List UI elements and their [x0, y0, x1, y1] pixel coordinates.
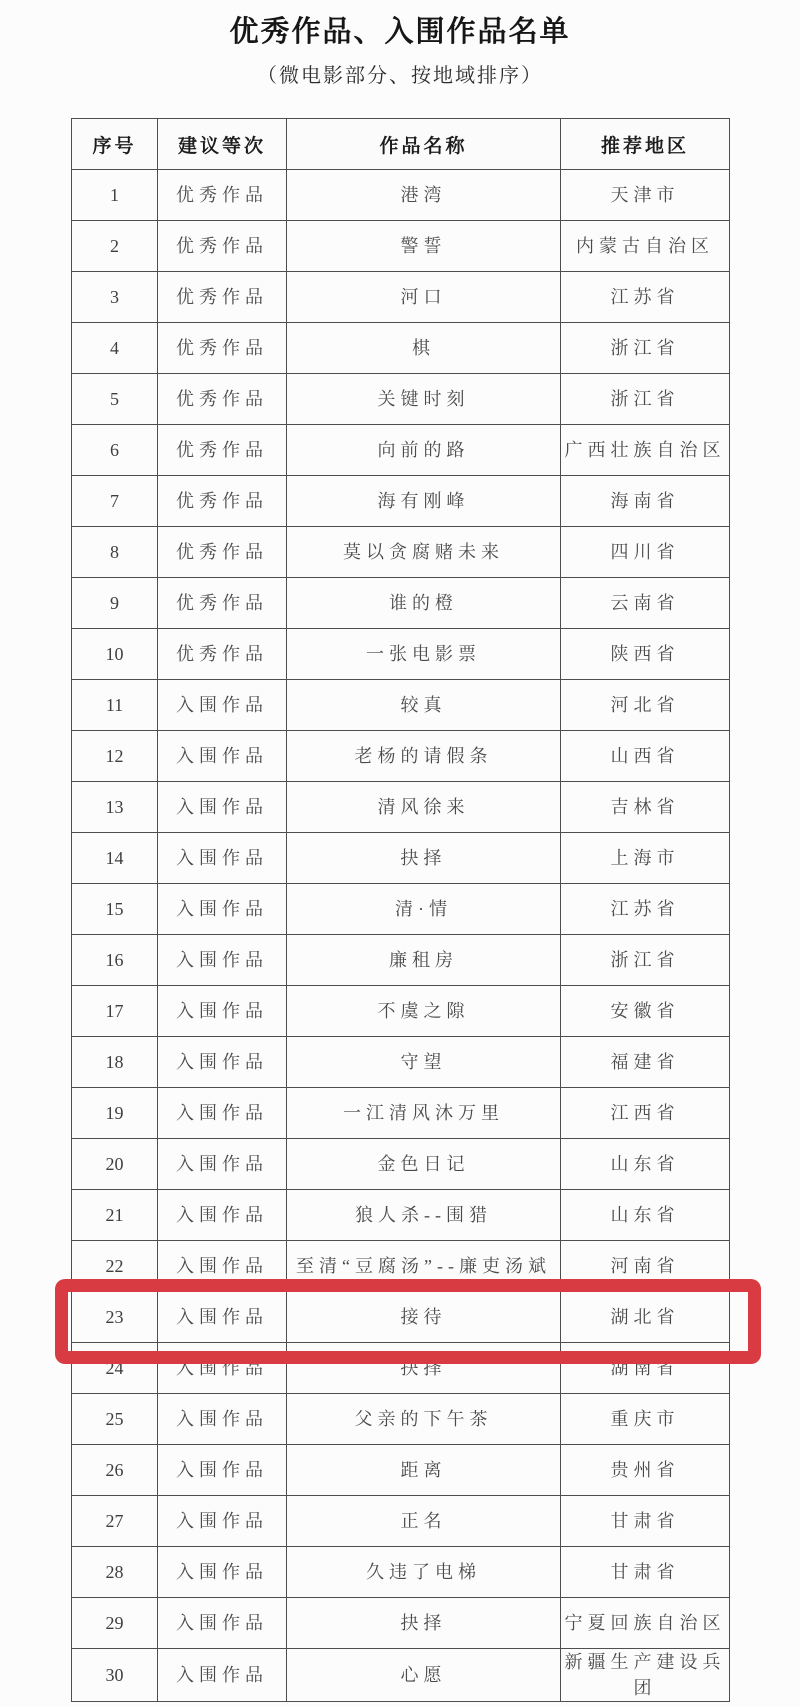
cell-grade: 优秀作品 [158, 527, 287, 578]
cell-grade: 优秀作品 [158, 476, 287, 527]
cell-serial-number: 29 [72, 1598, 158, 1649]
table-row [72, 272, 730, 323]
cell-work-title: 不虞之隙 [287, 986, 561, 1037]
cell-work-title: 河口 [287, 272, 561, 323]
cell-work-title: 金色日记 [287, 1139, 561, 1190]
cell-region: 甘肃省 [561, 1496, 730, 1547]
cell-work-title: 抉择 [287, 1343, 561, 1394]
cell-grade: 入围作品 [158, 1241, 287, 1292]
table-row [72, 1649, 730, 1702]
cell-grade: 入围作品 [158, 731, 287, 782]
table-row [72, 1547, 730, 1598]
table-row [72, 884, 730, 935]
cell-region: 内蒙古自治区 [561, 221, 730, 272]
cell-grade: 优秀作品 [158, 374, 287, 425]
table-row [72, 1037, 730, 1088]
cell-region: 湖南省 [561, 1343, 730, 1394]
cell-work-title: 抉择 [287, 1598, 561, 1649]
cell-grade: 入围作品 [158, 1547, 287, 1598]
table-row [72, 1241, 730, 1292]
cell-serial-number: 23 [72, 1292, 158, 1343]
cell-serial-number: 2 [72, 221, 158, 272]
column-header-title: 作品名称 [287, 119, 561, 170]
cell-work-title: 抉择 [287, 833, 561, 884]
cell-grade: 入围作品 [158, 833, 287, 884]
cell-region: 山东省 [561, 1139, 730, 1190]
works-table [71, 118, 730, 1702]
cell-region: 湖北省 [561, 1292, 730, 1343]
cell-work-title: 距离 [287, 1445, 561, 1496]
cell-work-title: 狼人杀--围猎 [287, 1190, 561, 1241]
cell-work-title: 久违了电梯 [287, 1547, 561, 1598]
cell-grade: 优秀作品 [158, 323, 287, 374]
cell-region: 甘肃省 [561, 1547, 730, 1598]
cell-grade: 优秀作品 [158, 272, 287, 323]
cell-region: 江苏省 [561, 272, 730, 323]
cell-grade: 入围作品 [158, 1445, 287, 1496]
cell-region: 吉林省 [561, 782, 730, 833]
cell-work-title: 廉租房 [287, 935, 561, 986]
table-row [72, 476, 730, 527]
cell-region: 山西省 [561, 731, 730, 782]
table-row [72, 221, 730, 272]
cell-serial-number: 20 [72, 1139, 158, 1190]
cell-work-title: 较真 [287, 680, 561, 731]
cell-region: 贵州省 [561, 1445, 730, 1496]
cell-work-title: 谁的橙 [287, 578, 561, 629]
cell-work-title: 一江清风沐万里 [287, 1088, 561, 1139]
cell-grade: 入围作品 [158, 1139, 287, 1190]
cell-grade: 入围作品 [158, 1496, 287, 1547]
table-row [72, 986, 730, 1037]
cell-serial-number: 3 [72, 272, 158, 323]
table-row [72, 578, 730, 629]
cell-work-title: 海有刚峰 [287, 476, 561, 527]
table-row [72, 170, 730, 221]
cell-region: 江西省 [561, 1088, 730, 1139]
column-header-no: 序号 [72, 119, 158, 170]
table-row [72, 1496, 730, 1547]
cell-region: 天津市 [561, 170, 730, 221]
cell-region: 重庆市 [561, 1394, 730, 1445]
cell-grade: 入围作品 [158, 986, 287, 1037]
cell-grade: 入围作品 [158, 1190, 287, 1241]
table-row [72, 527, 730, 578]
cell-serial-number: 9 [72, 578, 158, 629]
cell-serial-number: 1 [72, 170, 158, 221]
table-row [72, 731, 730, 782]
table-row [72, 1139, 730, 1190]
cell-region: 福建省 [561, 1037, 730, 1088]
table-row [72, 1598, 730, 1649]
cell-serial-number: 17 [72, 986, 158, 1037]
cell-serial-number: 21 [72, 1190, 158, 1241]
page-title: 优秀作品、入围作品名单 [229, 16, 571, 48]
cell-grade: 优秀作品 [158, 170, 287, 221]
cell-grade: 入围作品 [158, 680, 287, 731]
column-header-region: 推荐地区 [561, 119, 730, 170]
cell-region: 新疆生产建设兵团 [561, 1649, 730, 1702]
cell-work-title: 正名 [287, 1496, 561, 1547]
cell-region: 宁夏回族自治区 [561, 1598, 730, 1649]
cell-serial-number: 13 [72, 782, 158, 833]
cell-work-title: 至清“豆腐汤”--廉吏汤斌 [287, 1241, 561, 1292]
cell-grade: 入围作品 [158, 1394, 287, 1445]
table-row [72, 680, 730, 731]
cell-grade: 入围作品 [158, 1343, 287, 1394]
cell-grade: 入围作品 [158, 884, 287, 935]
table-row [72, 833, 730, 884]
page-subtitle: （微电影部分、按地域排序） [257, 65, 543, 87]
cell-work-title: 接待 [287, 1292, 561, 1343]
cell-region: 江苏省 [561, 884, 730, 935]
cell-grade: 入围作品 [158, 782, 287, 833]
table-row [72, 629, 730, 680]
table-row [72, 1445, 730, 1496]
cell-region: 河北省 [561, 680, 730, 731]
table-row [72, 425, 730, 476]
header-row [72, 119, 730, 170]
cell-work-title: 莫以贪腐赌未来 [287, 527, 561, 578]
cell-grade: 优秀作品 [158, 425, 287, 476]
cell-region: 河南省 [561, 1241, 730, 1292]
cell-region: 浙江省 [561, 323, 730, 374]
cell-work-title: 警誓 [287, 221, 561, 272]
cell-work-title: 老杨的请假条 [287, 731, 561, 782]
table-row [72, 323, 730, 374]
cell-serial-number: 6 [72, 425, 158, 476]
cell-grade: 优秀作品 [158, 629, 287, 680]
cell-serial-number: 15 [72, 884, 158, 935]
table-row [72, 935, 730, 986]
table-row [72, 1394, 730, 1445]
cell-serial-number: 7 [72, 476, 158, 527]
cell-serial-number: 12 [72, 731, 158, 782]
cell-work-title: 心愿 [287, 1649, 561, 1702]
cell-serial-number: 8 [72, 527, 158, 578]
cell-serial-number: 18 [72, 1037, 158, 1088]
cell-grade: 入围作品 [158, 1598, 287, 1649]
table-container [71, 118, 729, 1702]
cell-region: 广西壮族自治区 [561, 425, 730, 476]
cell-work-title: 关键时刻 [287, 374, 561, 425]
cell-grade: 优秀作品 [158, 221, 287, 272]
cell-serial-number: 25 [72, 1394, 158, 1445]
table-row [72, 1292, 730, 1343]
cell-work-title: 一张电影票 [287, 629, 561, 680]
cell-grade: 入围作品 [158, 1037, 287, 1088]
cell-serial-number: 14 [72, 833, 158, 884]
cell-serial-number: 19 [72, 1088, 158, 1139]
cell-grade: 入围作品 [158, 1292, 287, 1343]
cell-grade: 入围作品 [158, 935, 287, 986]
cell-work-title: 守望 [287, 1037, 561, 1088]
cell-serial-number: 22 [72, 1241, 158, 1292]
cell-serial-number: 27 [72, 1496, 158, 1547]
cell-serial-number: 30 [72, 1649, 158, 1702]
table-row [72, 782, 730, 833]
cell-grade: 优秀作品 [158, 578, 287, 629]
cell-work-title: 港湾 [287, 170, 561, 221]
table-row [72, 374, 730, 425]
cell-serial-number: 4 [72, 323, 158, 374]
cell-region: 山东省 [561, 1190, 730, 1241]
cell-region: 安徽省 [561, 986, 730, 1037]
table-row [72, 1190, 730, 1241]
cell-region: 上海市 [561, 833, 730, 884]
cell-region: 浙江省 [561, 935, 730, 986]
cell-serial-number: 24 [72, 1343, 158, 1394]
cell-serial-number: 26 [72, 1445, 158, 1496]
cell-serial-number: 16 [72, 935, 158, 986]
cell-serial-number: 11 [72, 680, 158, 731]
cell-region: 云南省 [561, 578, 730, 629]
cell-work-title: 向前的路 [287, 425, 561, 476]
cell-grade: 入围作品 [158, 1088, 287, 1139]
cell-work-title: 父亲的下午茶 [287, 1394, 561, 1445]
column-header-grade: 建议等次 [158, 119, 287, 170]
cell-work-title: 棋 [287, 323, 561, 374]
cell-region: 浙江省 [561, 374, 730, 425]
cell-work-title: 清·情 [287, 884, 561, 935]
cell-serial-number: 28 [72, 1547, 158, 1598]
cell-region: 四川省 [561, 527, 730, 578]
cell-region: 海南省 [561, 476, 730, 527]
cell-serial-number: 5 [72, 374, 158, 425]
cell-work-title: 清风徐来 [287, 782, 561, 833]
cell-serial-number: 10 [72, 629, 158, 680]
table-row [72, 1343, 730, 1394]
cell-region: 陕西省 [561, 629, 730, 680]
table-row [72, 1088, 730, 1139]
cell-grade: 入围作品 [158, 1649, 287, 1702]
